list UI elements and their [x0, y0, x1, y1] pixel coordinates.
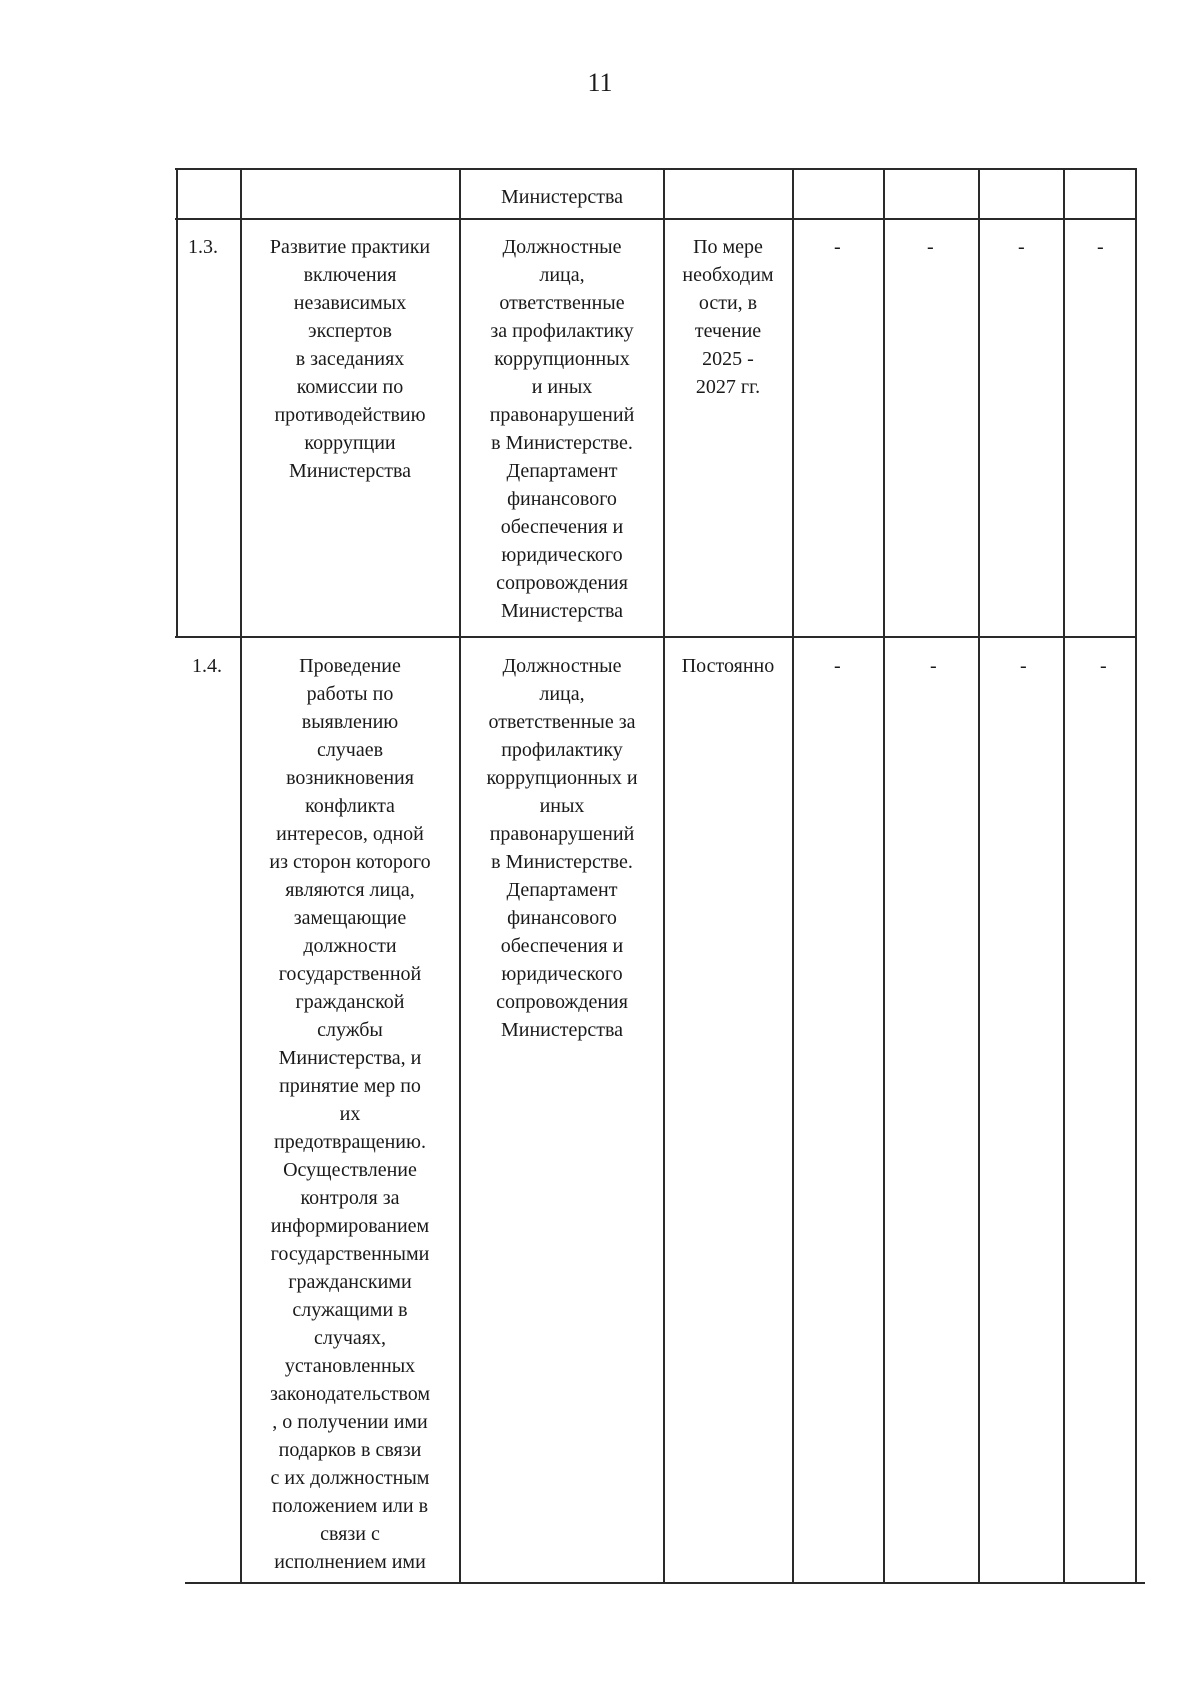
column-divider [1063, 168, 1065, 1582]
row-number-cell: 1.3. [188, 236, 218, 258]
continuation-responsible-cell: Министерства [500, 186, 624, 208]
table-top-border [175, 168, 1135, 170]
dash-cell: - [1100, 655, 1107, 677]
column-divider [792, 168, 794, 1582]
row-divider [175, 636, 1135, 638]
term-cell: Постоянно [681, 655, 775, 677]
column-divider [883, 168, 885, 1582]
measure-cell: Проведение работы по выявлению случаев возникновения конфликта интересов, одной из сторон которого являются лица, замещающие должности государственной гражданской службы Министерства, и принятие мер по их предотвращению. Осуществление контроля за информированием государственными гражданскими служащими в случаях, установленных законодательством , о получении ими подарков в связи с их должностным положением или в связи с исполнением ими [269, 655, 431, 1573]
column-divider [978, 168, 980, 1582]
dash-cell: - [834, 236, 841, 258]
dash-cell: - [930, 655, 937, 677]
column-divider [176, 168, 178, 636]
responsible-cell: Должностные лица, ответственные за профилактику коррупционных и иных правонарушений в Министерстве. Департамент финансового обеспечения и юридического сопровождения Министерства [489, 236, 635, 622]
measure-cell: Развитие практики включения независимых экспертов в заседаниях комиссии по противодействию коррупции Министерства [269, 236, 431, 482]
dash-cell: - [1020, 655, 1027, 677]
dash-cell: - [1097, 236, 1104, 258]
dash-cell: - [927, 236, 934, 258]
row-number-cell: 1.4. [192, 655, 222, 677]
page-number: 11 [587, 68, 613, 97]
dash-cell: - [834, 655, 841, 677]
term-cell: По мере необходим ости, в течение 2025 - 2027 гг. [682, 236, 774, 398]
table-bottom-border [185, 1582, 1145, 1584]
column-divider [1135, 168, 1137, 1582]
row-divider [175, 218, 1135, 220]
dash-cell: - [1018, 236, 1025, 258]
responsible-cell: Должностные лица, ответственные за профилактику коррупционных и иных правонарушений в Министерстве. Департамент финансового обеспечения и юридического сопровождения Министерства [486, 655, 638, 1041]
